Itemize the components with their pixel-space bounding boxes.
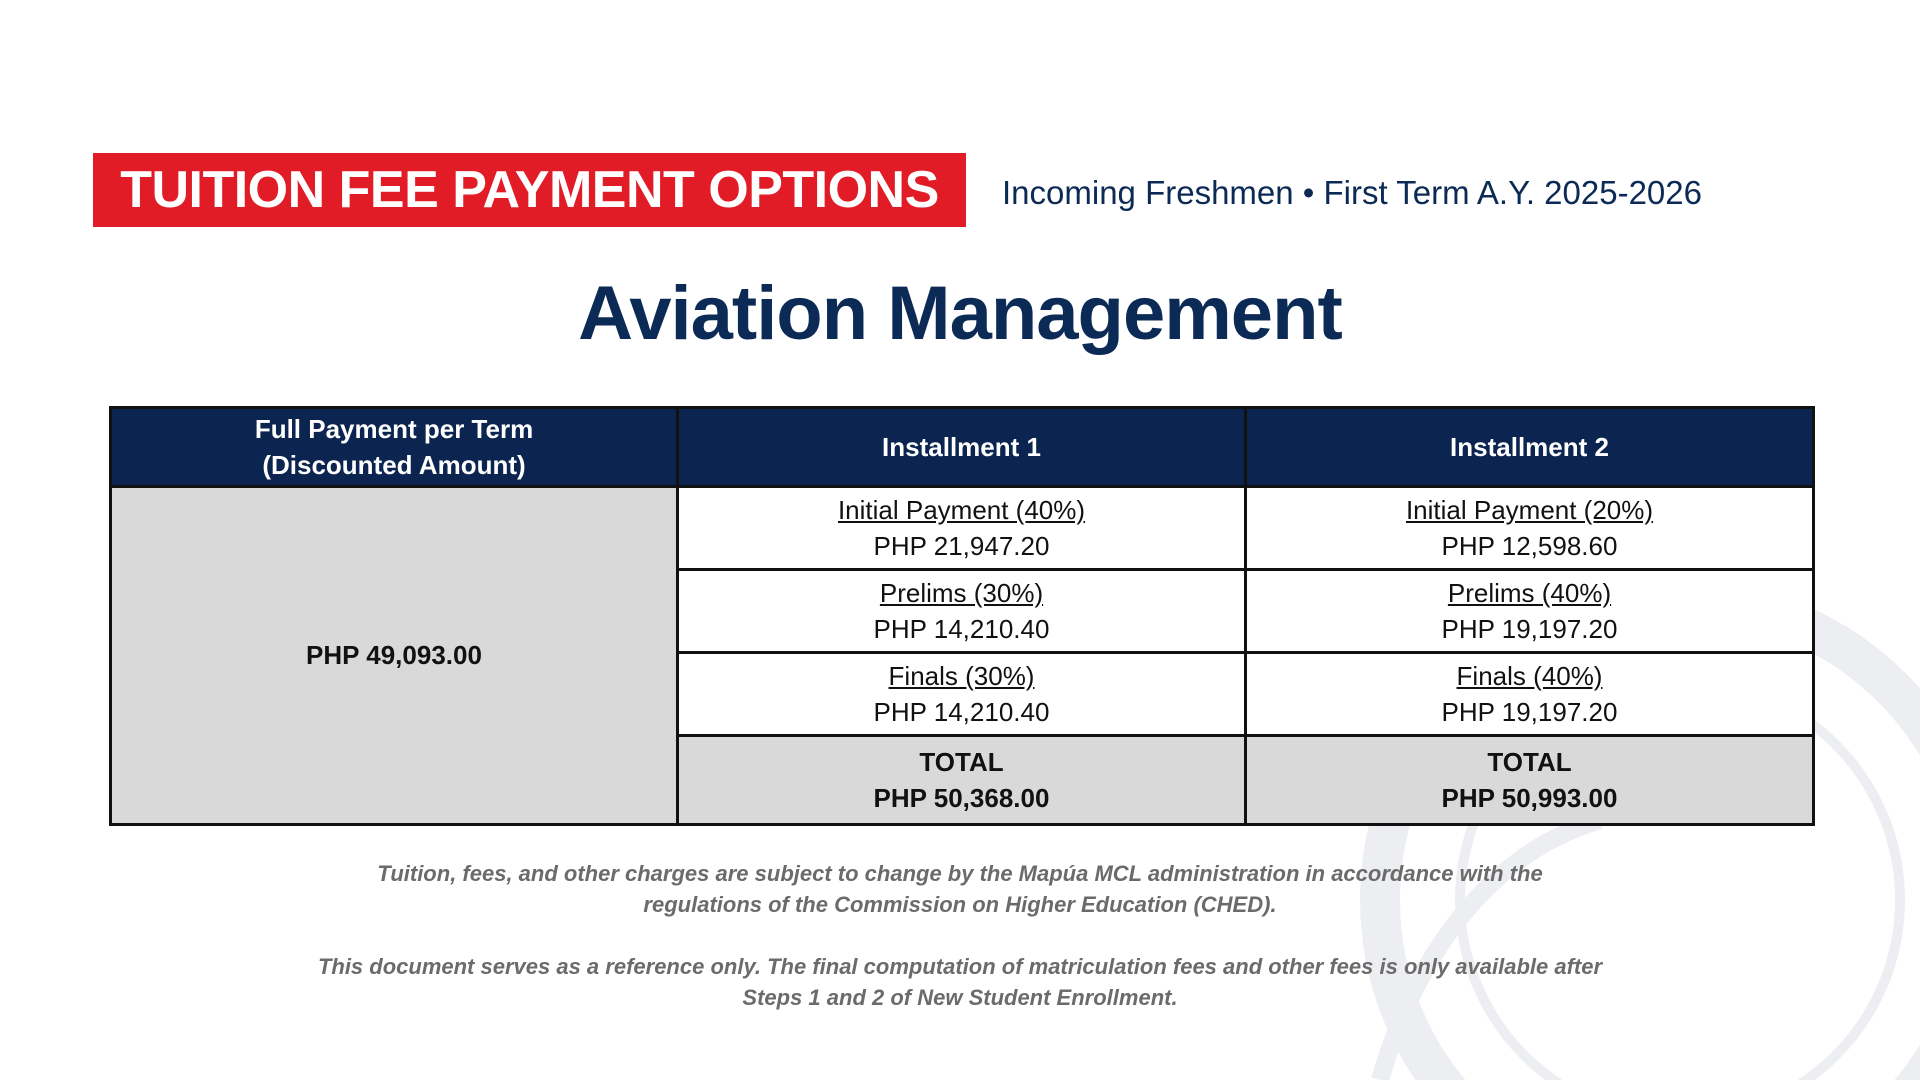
total-label: TOTAL [1487, 747, 1572, 777]
note-line: Tuition, fees, and other charges are subject to change by the Mapúa MCL administration in accordance with the [377, 861, 1543, 886]
installment-1-prelims [678, 570, 1246, 653]
installment-2-total [1246, 736, 1814, 825]
full-payment-amount: PHP 49,093.00 [111, 487, 678, 825]
installment-1-total [678, 736, 1246, 825]
payment-label: Finals (40%) [1456, 661, 1603, 691]
installment-2-initial [1246, 487, 1814, 570]
payment-amount: PHP 19,197.20 [1441, 697, 1618, 727]
installment-1-initial [678, 487, 1246, 570]
header-badge: TUITION FEE PAYMENT OPTIONS [93, 153, 966, 227]
payment-amount: PHP 12,598.60 [1441, 531, 1618, 561]
header-installment-2: Installment 2 [1246, 408, 1814, 487]
payment-amount: PHP 14,210.40 [873, 697, 1050, 727]
payment-label: Initial Payment (40%) [837, 495, 1086, 525]
header-installment-1: Installment 1 [678, 408, 1246, 487]
header-full-payment [111, 408, 678, 487]
fee-table-header-row [111, 408, 1814, 487]
total-amount: PHP 50,368.00 [873, 783, 1050, 813]
total-label: TOTAL [919, 747, 1004, 777]
payment-amount: PHP 21,947.20 [873, 531, 1050, 561]
header-full-line1: Full Payment per Term [254, 414, 534, 444]
fee-table [109, 406, 1815, 826]
table-row [111, 487, 1814, 570]
installment-2-finals [1246, 653, 1814, 736]
note-line: Steps 1 and 2 of New Student Enrollment. [742, 985, 1178, 1010]
payment-label: Prelims (30%) [879, 578, 1044, 608]
disclaimer-note-2 [200, 951, 1720, 1013]
payment-amount: PHP 14,210.40 [873, 614, 1050, 644]
note-line: regulations of the Commission on Higher Education (CHED). [643, 892, 1277, 917]
payment-label: Initial Payment (20%) [1405, 495, 1654, 525]
installment-1-finals [678, 653, 1246, 736]
payment-label: Prelims (40%) [1447, 578, 1612, 608]
disclaimer-note-1 [200, 858, 1720, 920]
installment-2-prelims [1246, 570, 1814, 653]
payment-amount: PHP 19,197.20 [1441, 614, 1618, 644]
disclaimer-notes [200, 858, 1720, 1013]
header-subtitle: Incoming Freshmen • First Term A.Y. 2025-2026 [1002, 174, 1702, 211]
payment-label: Finals (30%) [888, 661, 1035, 691]
total-amount: PHP 50,993.00 [1441, 783, 1618, 813]
note-line: This document serves as a reference only. The final computation of matriculation fees and other fees is only available after [317, 954, 1603, 979]
header-full-line2: (Discounted Amount) [262, 450, 526, 480]
program-title: Aviation Management [578, 271, 1342, 356]
